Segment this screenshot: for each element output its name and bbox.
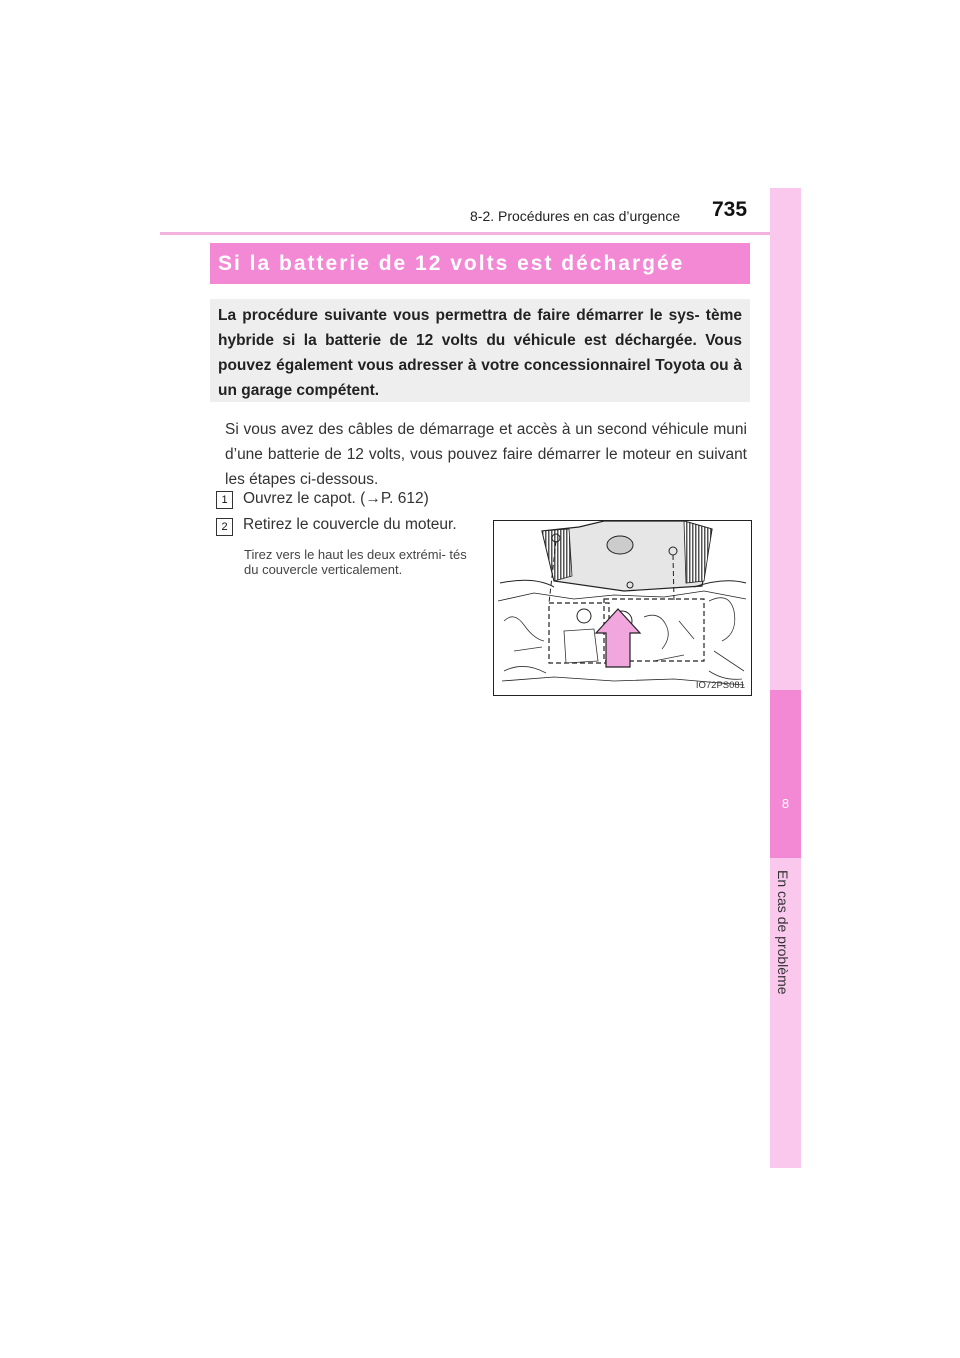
section-title: Si la batterie de 12 volts est déchargée: [218, 252, 685, 275]
header-section-title: 8-2. Procédures en cas d’urgence: [470, 208, 681, 224]
step-2-note: Tirez vers le haut les deux extrémi- tés du couvercle verticalement.: [244, 547, 467, 577]
header-rule: [160, 232, 800, 235]
body-paragraph: Si vous avez des câbles de démarrage et accès à un second véhicule muni d’une batterie de 12 volts, vous pouvez faire démarrer le moteur en suivant les étapes ci-dessous.: [225, 421, 747, 488]
engine-cover-illustration: [494, 521, 751, 695]
engine-cover-figure: [493, 520, 752, 696]
chapter-side-tab: [770, 188, 801, 1168]
chapter-marker: [770, 690, 801, 858]
figure-code: IO72PS081: [695, 680, 745, 691]
page-number: 735: [712, 198, 748, 221]
step-1-badge: 1: [216, 491, 233, 509]
step-2-text: Retirez le couvercle du moteur.: [243, 516, 457, 533]
chapter-label: En cas de problème: [775, 870, 791, 995]
intro-text: La procédure suivante vous permettra de faire démarrer le sys- tème hybride si la batterie de 12 volts du véhicule est déchargée. Vous pouvez également vous adresser à votre concessionnairel Toyota ou à un garage compétent.: [218, 307, 742, 399]
step-1-text: Ouvrez le capot. (→P. 612): [243, 490, 429, 507]
chapter-number: 8: [781, 796, 790, 811]
step-2-badge: 2: [216, 518, 233, 536]
